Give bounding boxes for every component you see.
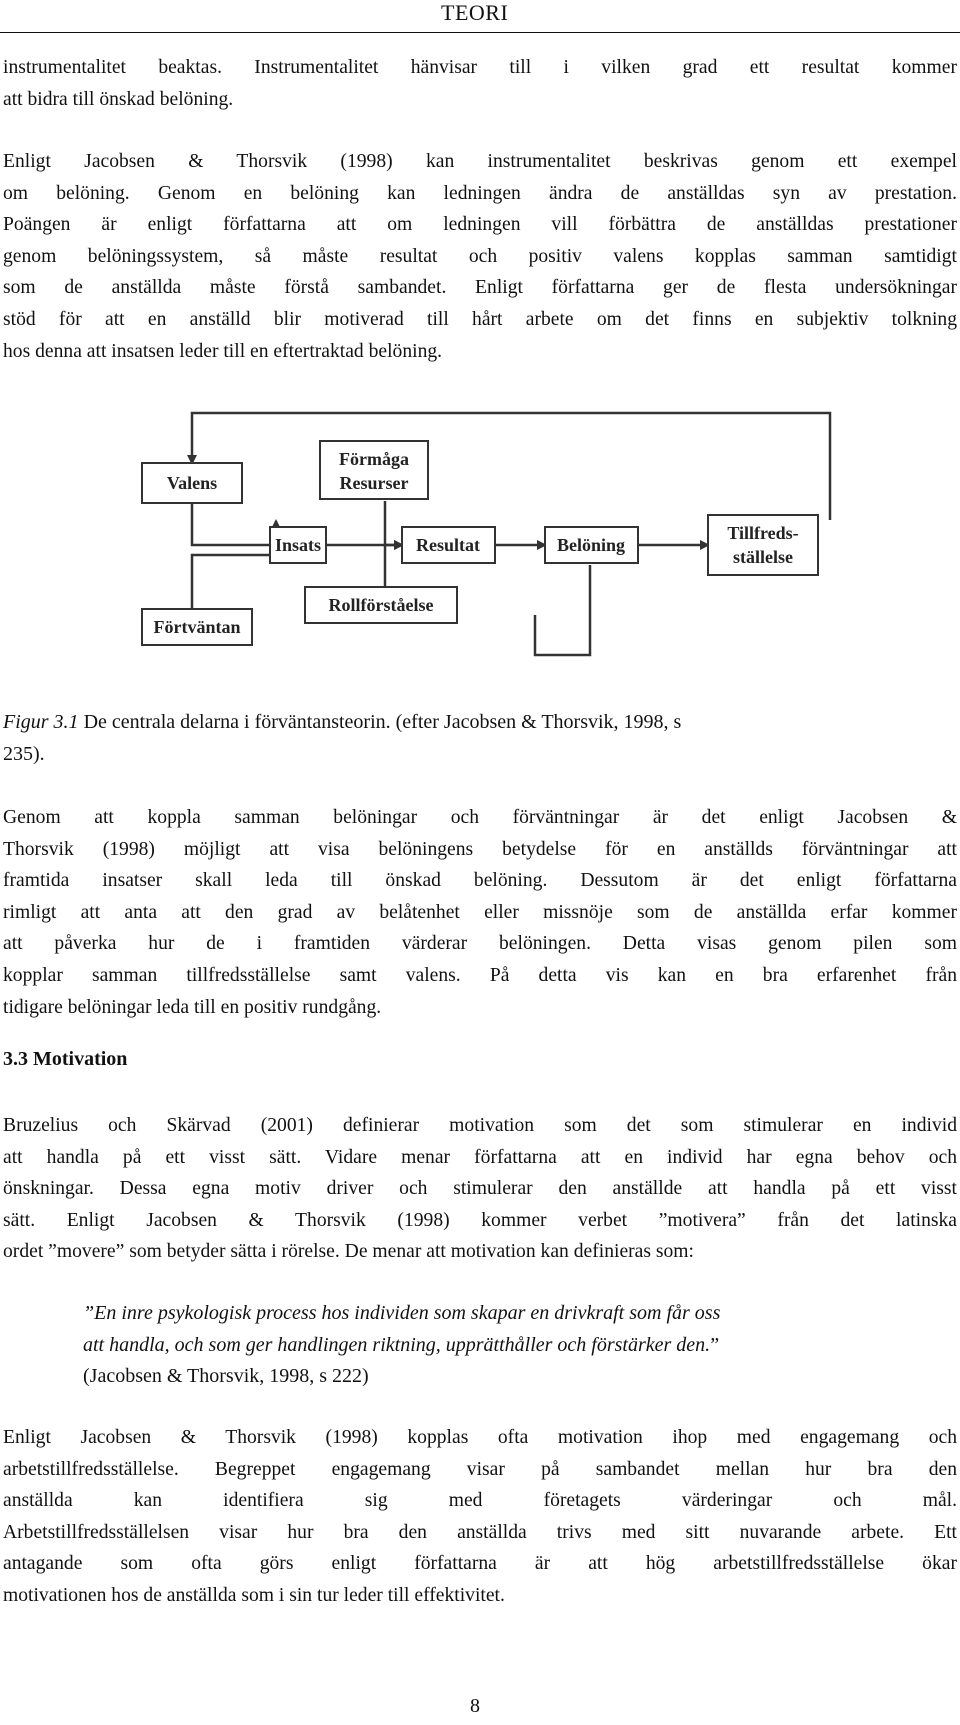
label-valens: Valens bbox=[166, 473, 218, 493]
paragraph-line: Genom att koppla samman belöningar och förväntningar är det enligt Jacobsen & bbox=[3, 807, 957, 828]
paragraph-line: hos denna att insatsen leder till en eftertraktad belöning. bbox=[3, 340, 443, 362]
paragraph-line: Arbetstillfredsställelsen visar hur bra den anställda trivs med sitt nuvarande arbete. Ett bbox=[3, 1521, 957, 1543]
label-tillfreds-2: ställelse bbox=[733, 547, 793, 567]
paragraph-line: stöd för att en anställd blir motiverad till hårt arbete om det finns en subjektiv tolkning bbox=[3, 308, 957, 330]
caption-text-2: 235). bbox=[3, 742, 45, 765]
paragraph-line: som de anställda måste förstå sambandet. Enligt författarna ger de flesta undersökningar bbox=[3, 277, 957, 299]
paragraph-line: genom belöningssystem, så måste resultat och positiv valens kopplas samman samtidigt bbox=[3, 245, 957, 267]
quote-line: att handla, och som ger handlingen riktning, upprätthåller och förstärker den. bbox=[83, 1333, 711, 1356]
paragraph-line: att handla på ett visst sätt. Vidare menar författarna att en individ har egna behov och bbox=[3, 1146, 957, 1168]
paragraph-line: Bruzelius och Skärvad (2001) definierar motivation som det som stimulerar en individ bbox=[3, 1115, 957, 1136]
paragraph-line: anställda kan identifiera sig med företagets värderingar och mål. bbox=[3, 1490, 957, 1512]
caption-label: Figur 3.1 bbox=[3, 711, 79, 733]
figure-caption bbox=[3, 707, 957, 770]
page-number: 8 bbox=[470, 1695, 480, 1717]
label-resultat: Resultat bbox=[416, 535, 480, 555]
paragraph-line: ordet ”movere” som betyder sätta i rörelse. De menar att motivation kan definieras som: bbox=[3, 1241, 694, 1263]
paragraph-line: framtida insatser skall leda till önskad belöning. Dessutom är det enligt författarna bbox=[3, 870, 957, 892]
quote-close: ” bbox=[710, 1333, 720, 1356]
page-header bbox=[0, 0, 960, 34]
arrow-fortvantan-insats bbox=[192, 539, 276, 609]
paragraph-instrumentality bbox=[3, 52, 957, 115]
paragraph-line: tidigare belöningar leda till en positiv rundgång. bbox=[3, 996, 382, 1018]
expectancy-theory-diagram bbox=[140, 405, 840, 687]
paragraph-example bbox=[3, 146, 957, 367]
paragraph-line: om belöning. Genom en belöning kan ledningen ändra de anställdas syn av prestation. bbox=[3, 182, 957, 204]
label-formaga: Förmåga bbox=[339, 449, 409, 469]
paragraph-line: att påverka hur de i framtiden värderar belöningen. Detta visas genom pilen som bbox=[3, 933, 957, 955]
paragraph-line: Poängen är enligt författarna att om ledningen vill förbättra de anställdas prestationer bbox=[3, 214, 957, 236]
paragraph-engagement bbox=[3, 1422, 957, 1612]
paragraph-line: motivationen hos de anställda som i sin tur leder till effektivitet. bbox=[3, 1584, 505, 1606]
paragraph-expectations bbox=[3, 802, 957, 1023]
paragraph-line: Enligt Jacobsen & Thorsvik (1998) kopplas ofta motivation ihop med engagemang och bbox=[3, 1427, 957, 1448]
paragraph-line: arbetstillfredsställelse. Begreppet engagemang visar på sambandet mellan hur bra den bbox=[3, 1458, 957, 1480]
header-rule bbox=[0, 32, 960, 33]
paragraph-line: sätt. Enligt Jacobsen & Thorsvik (1998) kommer verbet ”motivera” från det latinska bbox=[3, 1209, 957, 1231]
paragraph-motivation bbox=[3, 1110, 957, 1268]
paragraph-line: önskningar. Dessa egna motiv driver och stimulerar den anställde att handla på ett visst bbox=[3, 1178, 957, 1200]
arrow-beloning-loop bbox=[535, 565, 590, 655]
paragraph-line: kopplar samman tillfredsställelse samt valens. På detta vis kan en bra erfarenhet från bbox=[3, 964, 957, 986]
section-heading: 3.3 Motivation bbox=[3, 1048, 128, 1070]
paragraph-line: Enligt Jacobsen & Thorsvik (1998) kan instrumentalitet beskrivas genom ett exempel bbox=[3, 151, 957, 172]
quote-citation: (Jacobsen & Thorsvik, 1998, s 222) bbox=[83, 1365, 369, 1388]
caption-text: De centrala delarna i förväntansteorin. (efter Jacobsen & Thorsvik, 1998, s bbox=[78, 711, 682, 733]
paragraph-line: antagande som ofta görs enligt författarna är att hög arbetstillfredsställelse ökar bbox=[3, 1553, 957, 1575]
arrow-formaga-resultat bbox=[385, 501, 402, 545]
label-tillfreds-1: Tillfreds- bbox=[727, 523, 799, 543]
quote-line: ”En inre psykologisk process hos individen som skapar en drivkraft som får oss bbox=[83, 1302, 721, 1324]
block-quote bbox=[83, 1298, 957, 1393]
label-insats: Insats bbox=[274, 535, 322, 555]
label-beloning: Belöning bbox=[556, 535, 626, 555]
label-fortvantan: Förtväntan bbox=[153, 617, 241, 637]
label-resurser: Resurser bbox=[339, 473, 409, 493]
paragraph-line: att bidra till önskad belöning. bbox=[3, 88, 234, 110]
paragraph-line: rimligt att anta att den grad av belåtenhet eller missnöje som de anställda erfar kommer bbox=[3, 901, 957, 923]
feedback-arrow bbox=[192, 413, 830, 520]
arrow-valens-insats bbox=[192, 501, 276, 545]
paragraph-line: Thorsvik (1998) möjligt att visa belöningens betydelse för en anställds förväntningar att bbox=[3, 838, 957, 860]
paragraph-line: instrumentalitet beaktas. Instrumentalitet hänvisar till i vilken grad ett resultat kommer bbox=[3, 57, 957, 78]
label-rollforstaelse: Rollförståelse bbox=[328, 595, 434, 615]
header-title: TEORI bbox=[441, 0, 509, 25]
diagram-canvas bbox=[140, 405, 840, 687]
